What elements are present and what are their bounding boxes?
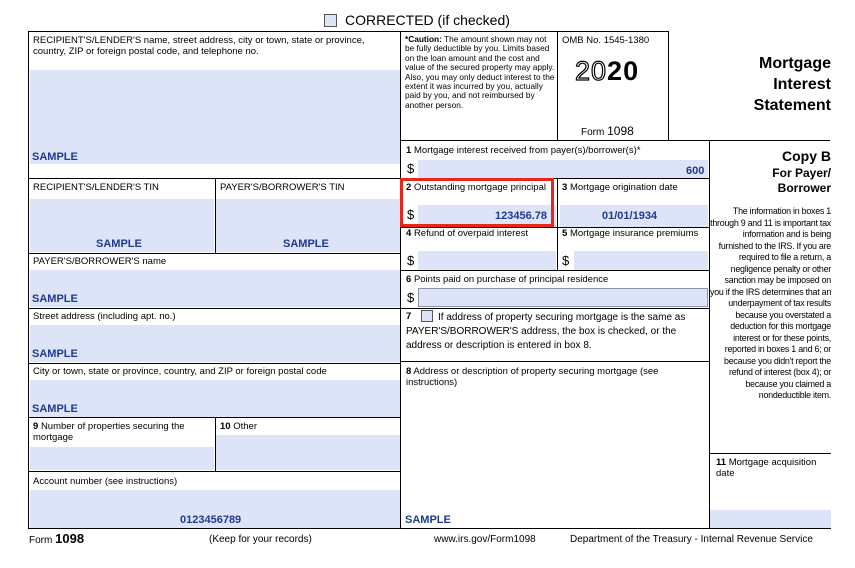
recipient-tin-label: RECIPIENT'S/LENDER'S TIN — [33, 182, 159, 193]
copy-label: Copy B — [782, 148, 831, 164]
recipient-tin-value: SAMPLE — [96, 238, 142, 250]
box8-value: SAMPLE — [405, 514, 451, 526]
box2-label: 2 Outstanding mortgage principal — [406, 182, 546, 193]
account-value: 0123456789 — [180, 514, 242, 526]
box6-label: 6 Points paid on purchase of principal residence — [406, 274, 609, 285]
box1-currency: $ — [407, 161, 415, 176]
payer-tin-label: PAYER'S/BORROWER'S TIN — [220, 182, 345, 193]
box11-field[interactable] — [710, 510, 831, 528]
box5-field[interactable] — [574, 251, 708, 270]
footer-dept: Department of the Treasury - Internal Revenue Service — [570, 534, 813, 545]
recipient-label: RECIPIENT'S/LENDER'S name, street address, city or town, state or province, country, ZIP or foreign postal code, and telephone no. — [33, 35, 365, 57]
box1-value: 600 — [686, 165, 705, 177]
city-value: SAMPLE — [32, 403, 78, 415]
box4-field[interactable] — [418, 251, 556, 270]
form-title: Mortgage Interest Statement — [753, 55, 831, 114]
footer-keep: (Keep for your records) — [209, 534, 312, 545]
box7-num: 7 — [406, 311, 412, 322]
irs-notice: The information in boxes 1 through 9 and 11 is important tax information and is being furnished to the IRS. If you are required to file a return, a negligence penalty or other sanction may be imposed on you if the IRS determines that an underpayment of tax results because you overstated a deduction for this mortgage interest or for these points, reported in boxes 1 and 6; or because you didn't report the refund of interest (box 4); or because you claimed a nondeductible item. — [710, 206, 832, 400]
box4-label: 4 Refund of overpaid interest — [406, 228, 529, 239]
box2-currency: $ — [407, 207, 415, 222]
footer-url[interactable]: www.irs.gov/Form1098 — [434, 534, 536, 545]
box10-field[interactable] — [216, 435, 400, 470]
payer-name-field[interactable] — [30, 270, 400, 307]
recipient-value: SAMPLE — [32, 151, 78, 163]
box5-currency: $ — [562, 253, 570, 268]
omb-number: OMB No. 1545-1380 — [562, 35, 650, 46]
box5-label: 5 Mortgage insurance premiums — [562, 228, 699, 239]
box6-field[interactable] — [418, 288, 708, 307]
footer-form-number: Form 1098 — [29, 531, 85, 546]
box10-label: 10 Other — [220, 421, 257, 432]
box3-label: 3 Mortgage origination date — [562, 182, 678, 193]
box1-field[interactable] — [418, 160, 708, 179]
street-label: Street address (including apt. no.) — [33, 311, 176, 322]
caution-note: *Caution: The amount shown may not be fully deductible by you. Limits based on the loan amount and the cost and value of the secured property may apply. Also, you may only deduct interest to the extent it was incurred by you, actually paid by you, and not reimbursed by another person. — [405, 34, 555, 110]
form-number-top: Form 1098 — [581, 124, 634, 138]
tax-year: 2020 — [575, 56, 640, 86]
box6-currency: $ — [407, 290, 415, 305]
box11-label: 11 Mortgage acquisition date — [716, 457, 817, 479]
box2-value: 123456.78 — [495, 210, 547, 222]
box9-label: 9 Number of properties securing the mortgage — [33, 421, 185, 443]
payer-tin-value: SAMPLE — [283, 238, 329, 250]
payer-name-value: SAMPLE — [32, 293, 78, 305]
box1-label: 1 Mortgage interest received from payer(s)/borrower(s)* — [406, 145, 641, 156]
box4-currency: $ — [407, 253, 415, 268]
recipient-name-field[interactable] — [30, 70, 400, 164]
box9-field[interactable] — [30, 447, 214, 470]
box8-label: 8 Address or description of property securing mortgage (see instructions) — [406, 366, 659, 388]
box7-label: If address of property securing mortgage is the same as PAYER'S/BORROWER'S address, the box is checked, or the address or description is entered in box 8. — [406, 312, 686, 351]
payer-name-label: PAYER'S/BORROWER'S name — [33, 256, 167, 267]
copy-for: For Payer/ Borrower — [772, 166, 831, 195]
corrected-checkbox[interactable] — [324, 14, 337, 27]
corrected-label: CORRECTED (if checked) — [345, 12, 510, 28]
city-label: City or town, state or province, country, and ZIP or foreign postal code — [33, 366, 327, 377]
box2-highlight — [400, 178, 554, 227]
account-label: Account number (see instructions) — [33, 476, 178, 487]
city-field[interactable] — [30, 380, 400, 417]
street-value: SAMPLE — [32, 348, 78, 360]
box3-value: 01/01/1934 — [602, 210, 658, 222]
street-address-field[interactable] — [30, 325, 400, 362]
